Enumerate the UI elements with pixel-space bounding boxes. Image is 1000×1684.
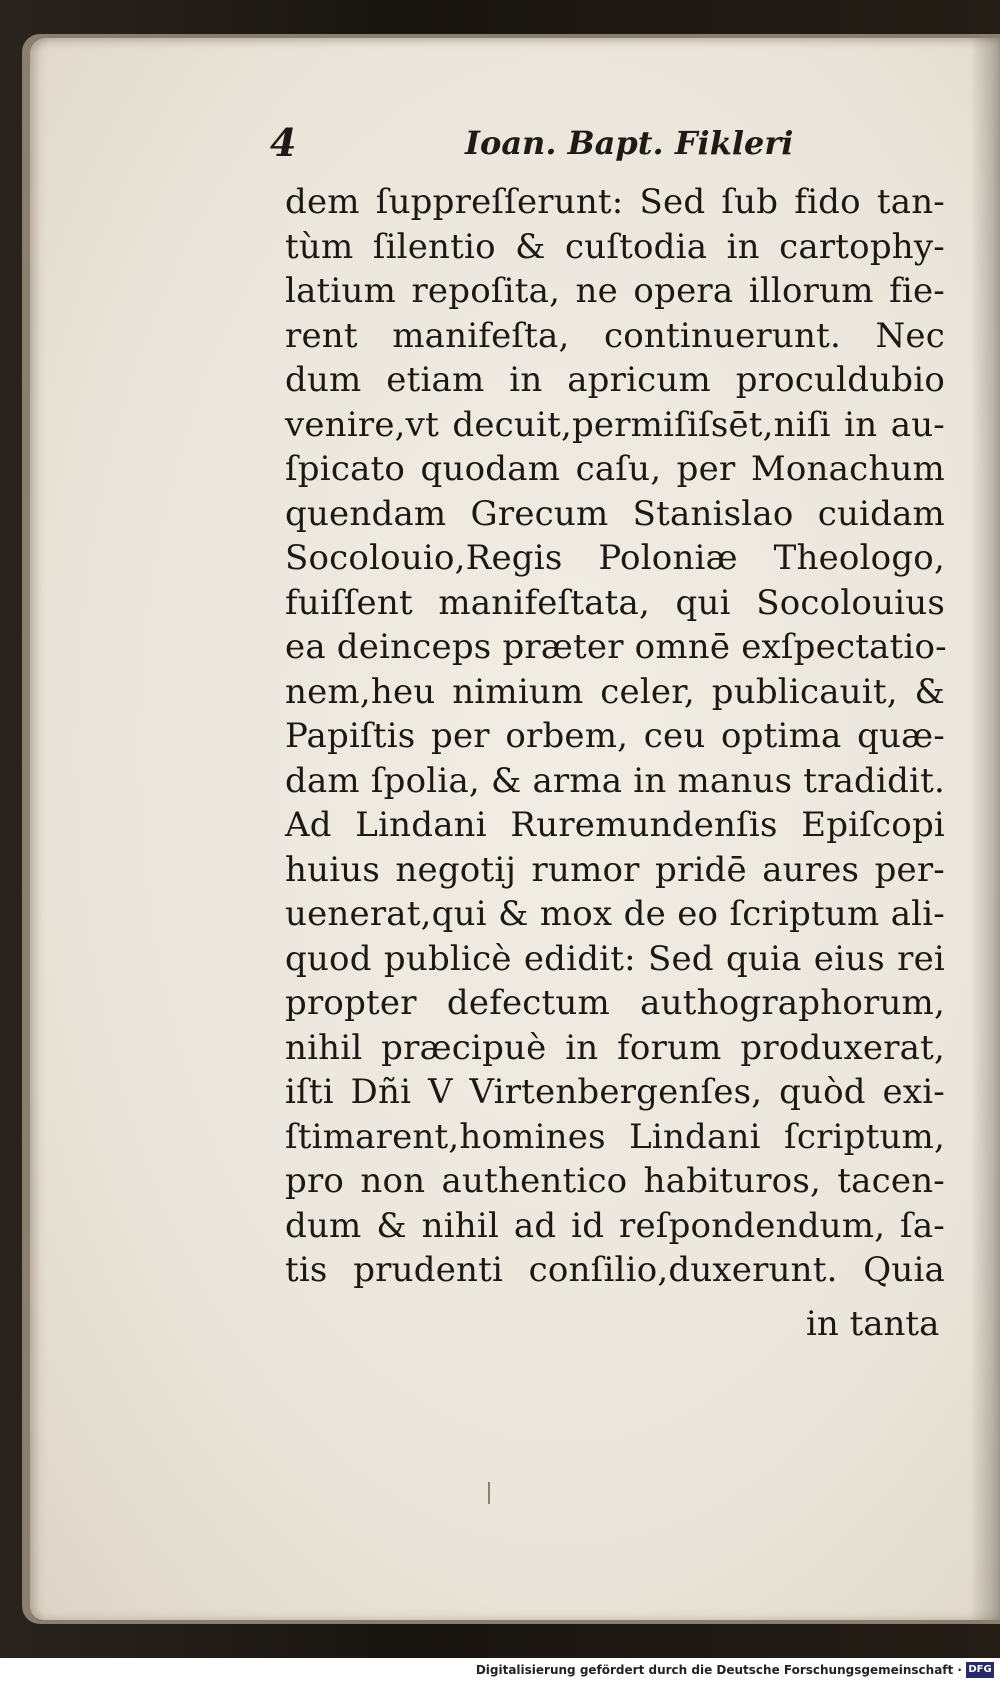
page-gutter-shadow	[970, 38, 1000, 1620]
catchword: in tanta	[806, 1304, 940, 1344]
text-line: ſtimarent,homines Lindani ſcriptum,	[285, 1116, 945, 1157]
text-line: uenerat,qui & mox de eo ſcriptum ali-	[285, 894, 945, 934]
text-line: ea deinceps præter omnē exſpectatio-	[285, 627, 947, 667]
text-line: venire,vt decuit,permiſiſsēt,niſi in au-	[285, 404, 945, 445]
body-text	[285, 180, 945, 1293]
digitization-footer	[0, 1658, 1000, 1684]
text-line: fuiſſent manifeſtata, qui Socolouius	[285, 582, 945, 623]
text-line: Papiſtis per orbem, ceu optima quæ-	[285, 716, 945, 756]
text-line: dem ſuppreſſerunt: Sed ſub fido tan-	[285, 182, 945, 222]
text-line: rent manifeſta, continuerunt. Nec	[285, 315, 945, 356]
text-line: tis prudenti conſilio,duxerunt. Quia	[285, 1250, 945, 1290]
text-line: nihil præcipuè in forum produxerat,	[285, 1027, 945, 1068]
text-line: iſti Dñi V Virtenbergenſes, quòd exi-	[285, 1072, 945, 1112]
text-line: dam ſpolia, & arma in manus tradidit.	[285, 760, 945, 801]
funding-note: Digitalisierung gefördert durch die Deutsche Forschungsgemeinschaft ·	[475, 1663, 962, 1677]
text-line: tùm ſilentio & cuſtodia in cartophy-	[285, 226, 945, 267]
text-line: pro non authentico habituros, tacen-	[285, 1161, 945, 1201]
page-mark	[488, 1482, 490, 1504]
page-header	[270, 120, 794, 170]
text-line: ſpicato quodam caſu, per Monachum	[285, 449, 945, 489]
page-number: 4	[270, 120, 297, 165]
text-line: dum etiam in apricum proculdubio	[285, 360, 945, 400]
running-head: Ioan. Bapt. Fikleri	[465, 124, 794, 162]
text-line: dum & nihil ad id reſpondendum, ſa-	[285, 1205, 945, 1246]
text-line: latium repoſita, ne opera illorum fie-	[285, 271, 945, 311]
text-line: nem,heu nimium celer, publicauit, &	[285, 671, 945, 712]
dfg-logo: DFG	[966, 1662, 994, 1678]
text-line: quod publicè edidit: Sed quia eius rei	[285, 938, 945, 979]
text-line: huius negotij rumor pridē aures per-	[285, 849, 945, 890]
text-line: quendam Grecum Stanislao cuidam	[285, 493, 945, 534]
text-line: propter defectum authographorum,	[285, 983, 945, 1023]
text-line: Socolouio,Regis Poloniæ Theologo,	[285, 538, 945, 578]
text-line: Ad Lindani Ruremundenſis Epiſcopi	[285, 805, 945, 845]
